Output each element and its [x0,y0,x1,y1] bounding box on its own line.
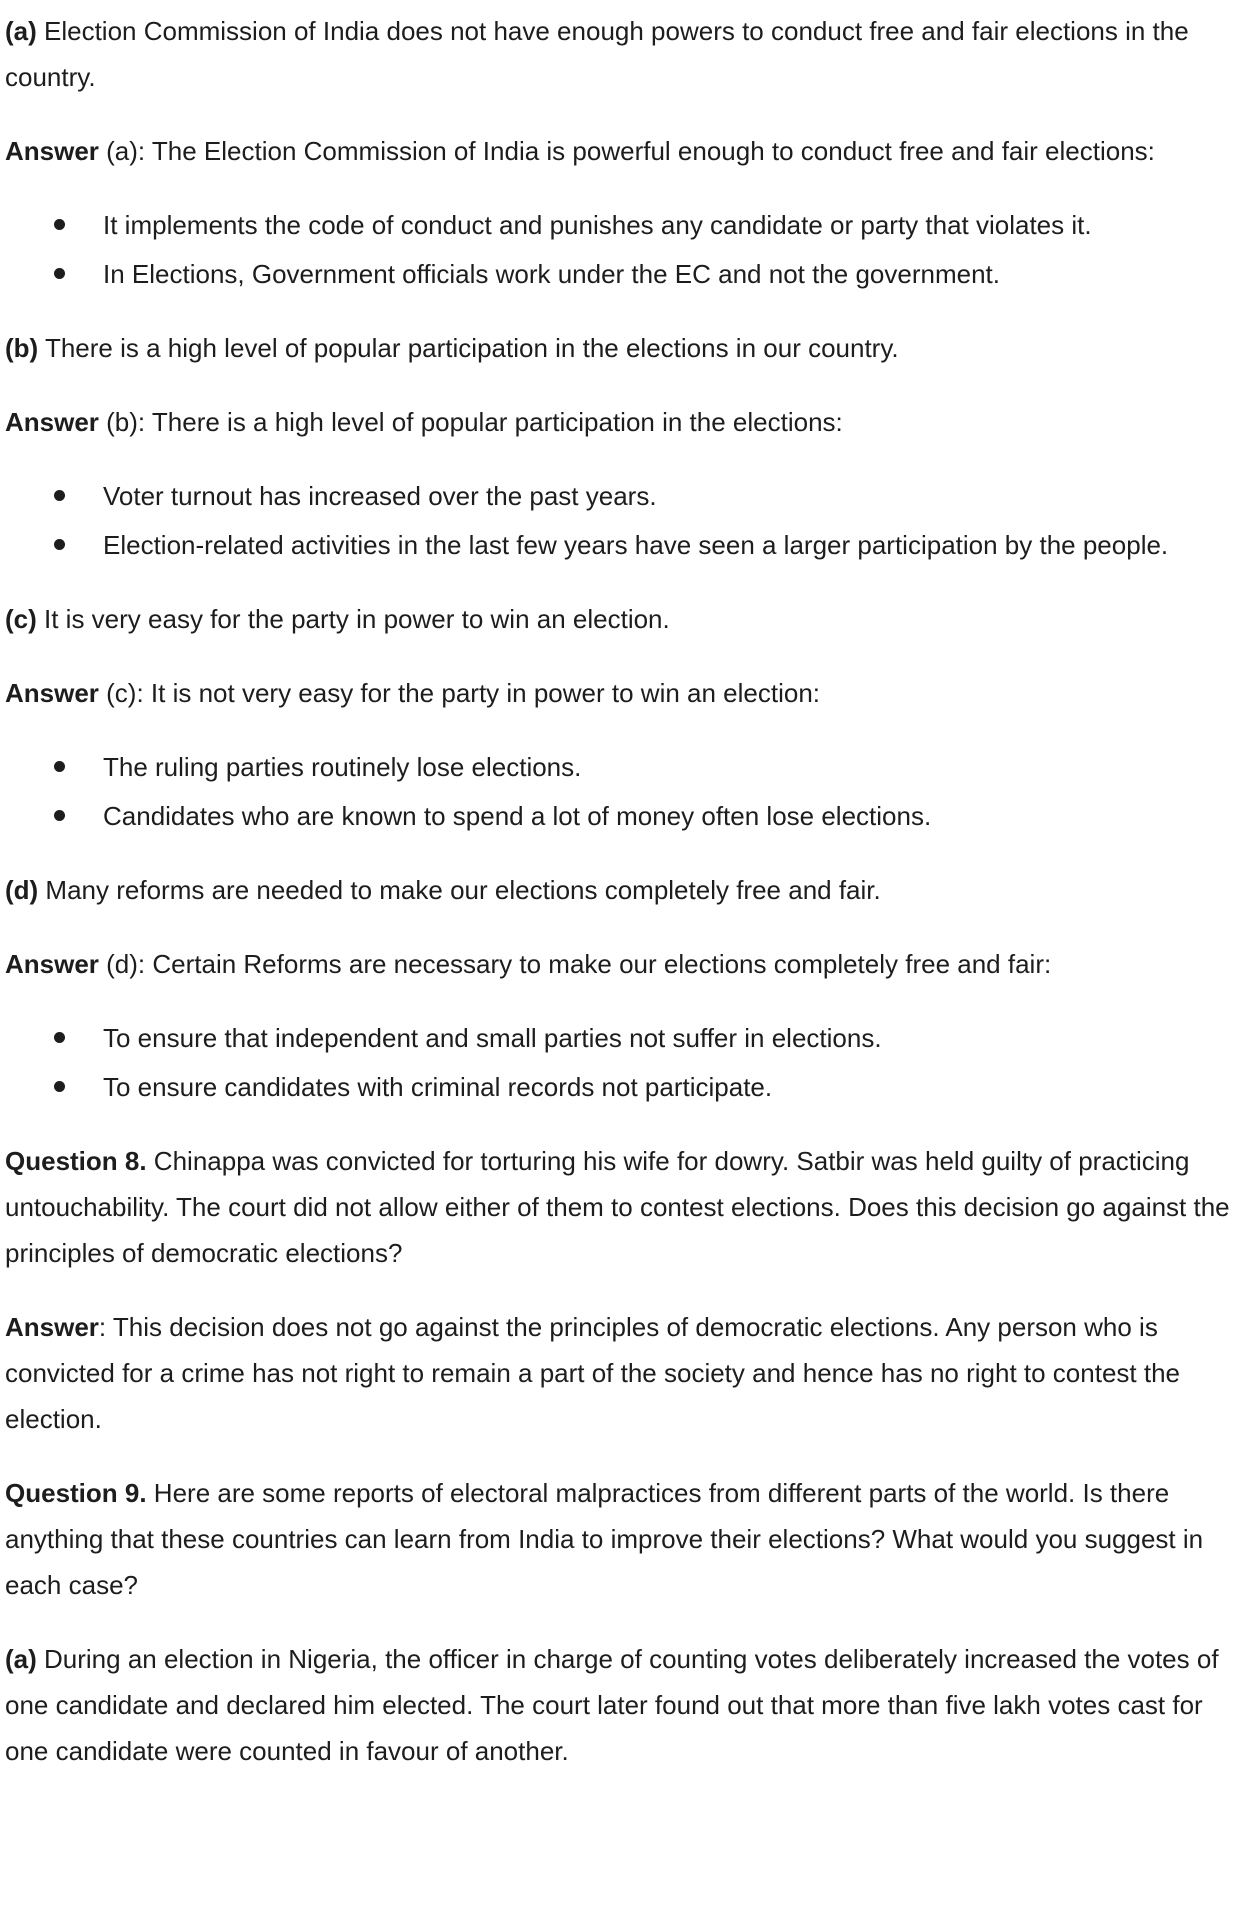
text-run: (b): There is a high level of popular participation in the elections: [98,407,843,437]
text-run: (d): Certain Reforms are necessary to make our elections completely free and fair: [98,949,1052,979]
list-item: It implements the code of conduct and punishes any candidate or party that violates it. [5,202,1235,248]
text-run: Here are some reports of electoral malpractices from different parts of the world. Is there anything that these countries can learn from India to improve their elections? What would you suggest in each case? [5,1478,1204,1600]
text-run: Chinappa was convicted for torturing his wife for dowry. Satbir was held guilty of practicing untouchability. The court did not allow either of them to contest elections. Does this decision go against the principles of democratic elections? [5,1146,1230,1268]
paragraph [5,325,1235,371]
text-run: : This decision does not go against the principles of democratic elections. Any person who is convicted for a crime has not right to remain a part of the society and hence has no right to contest the election. [5,1312,1180,1434]
paragraph [5,1138,1235,1276]
bold-lead: Answer [5,949,99,979]
paragraph [5,128,1235,174]
paragraph [5,399,1235,445]
paragraph [5,670,1235,716]
bold-lead: (a) [5,1644,37,1674]
text-run: (a): The Election Commission of India is powerful enough to conduct free and fair elections: [98,136,1155,166]
bullet-list [5,1015,1235,1110]
paragraph [5,1304,1235,1442]
paragraph [5,8,1235,100]
bold-lead: (b) [5,333,39,363]
list-item: Election-related activities in the last few years have seen a larger participation by the people. [5,522,1235,568]
paragraph [5,1470,1235,1608]
bold-lead: Answer [5,678,99,708]
text-run: Election Commission of India does not have enough powers to conduct free and fair elections in the country. [5,16,1189,92]
bullet-list [5,202,1235,297]
bullet-list [5,473,1235,568]
paragraph [5,867,1235,913]
paragraph [5,1636,1235,1774]
list-item: In Elections, Government officials work under the EC and not the government. [5,251,1235,297]
bold-lead: (d) [5,875,39,905]
text-run: Many reforms are needed to make our elections completely free and fair. [38,875,881,905]
text-run: There is a high level of popular participation in the elections in our country. [38,333,899,363]
document-page [5,8,1235,1774]
bold-lead: Answer [5,1312,99,1342]
bold-lead: Question 9. [5,1478,147,1508]
text-run: During an election in Nigeria, the officer in charge of counting votes deliberately increased the votes of one candidate and declared him elected. The court later found out that more than five lakh votes cast for one candidate were counted in favour of another. [5,1644,1219,1766]
text-run: (c): It is not very easy for the party in power to win an election: [98,678,821,708]
list-item: To ensure that independent and small parties not suffer in elections. [5,1015,1235,1061]
list-item: To ensure candidates with criminal records not participate. [5,1064,1235,1110]
list-item: Voter turnout has increased over the past years. [5,473,1235,519]
bullet-list [5,744,1235,839]
bold-lead: (a) [5,16,37,46]
list-item: Candidates who are known to spend a lot of money often lose elections. [5,793,1235,839]
bold-lead: Answer [5,407,99,437]
list-item: The ruling parties routinely lose elections. [5,744,1235,790]
paragraph [5,941,1235,987]
bold-lead: Question 8. [5,1146,147,1176]
bold-lead: (c) [5,604,37,634]
bold-lead: Answer [5,136,99,166]
text-run: It is very easy for the party in power to win an election. [36,604,670,634]
paragraph [5,596,1235,642]
